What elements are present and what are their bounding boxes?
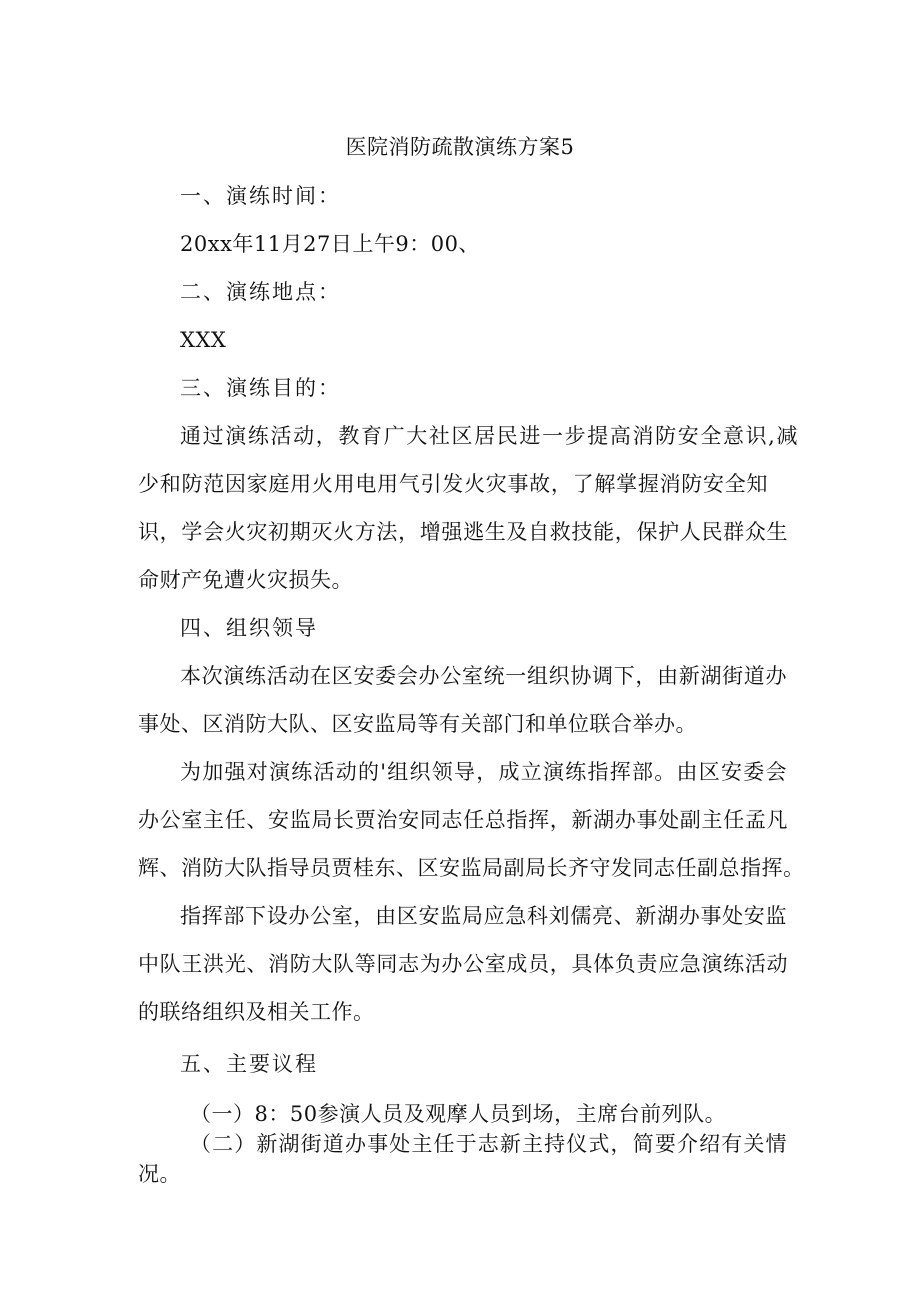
section-heading-location: 二、演练地点： xyxy=(180,280,341,304)
drill-location-text: XXX xyxy=(180,328,227,352)
purpose-line-4: 命财产免遭火灾损失。 xyxy=(138,568,353,592)
purpose-line-2: 少和防范因家庭用火用电用气引发火灾事故，了解掌握消防安全知 xyxy=(138,472,768,496)
section-heading-leadership: 四、组织领导 xyxy=(180,616,318,640)
section-heading-time: 一、演练时间： xyxy=(180,184,341,208)
leadership-p1-line-1: 本次演练活动在区安委会办公室统一组织协调下，由新湖街道办 xyxy=(180,664,787,688)
drill-time-text: 20xx年11月27日上午9：00、 xyxy=(180,232,480,256)
leadership-p3-line-3: 的联络组织及相关工作。 xyxy=(138,1000,375,1024)
agenda-item-2: （二）新湖街道办事处主任于志新主持仪式，简要介绍有关情 xyxy=(190,1132,787,1156)
leadership-p3-line-2: 中队王洪光、消防大队等同志为办公室成员，具体负责应急演练活动 xyxy=(138,952,788,976)
leadership-p2-line-2: 办公室主任、安监局长贾治安同志任总指挥，新湖办事处副主任孟凡 xyxy=(138,808,788,832)
section-heading-purpose: 三、演练目的： xyxy=(180,376,341,400)
agenda-item-1: （一）8：50参演人员及观摩人员到场，主席台前列队。 xyxy=(190,1102,727,1126)
agenda-item-2-cont: 况。 xyxy=(138,1162,181,1186)
leadership-p2-line-3: 辉、消防大队指导员贾桂东、区安监局副局长齐守发同志任副总指挥。 xyxy=(138,856,805,880)
document-title: 医院消防疏散演练方案5 xyxy=(345,135,575,159)
section-heading-agenda: 五、主要议程 xyxy=(180,1052,318,1076)
leadership-p1-line-2: 事处、区消防大队、区安监局等有关部门和单位联合举办。 xyxy=(138,712,697,736)
leadership-p3-line-1: 指挥部下设办公室，由区安监局应急科刘儒亮、新湖办事处安监 xyxy=(180,904,787,928)
purpose-line-1: 通过演练活动，教育广大社区居民进一步提高消防安全意识,减 xyxy=(180,424,798,448)
leadership-p2-line-1: 为加强对演练活动的'组织领导，成立演练指挥部。由区安委会 xyxy=(180,760,787,784)
purpose-line-3: 识，学会火灾初期灭火方法，增强逃生及自救技能，保护人民群众生 xyxy=(138,520,788,544)
